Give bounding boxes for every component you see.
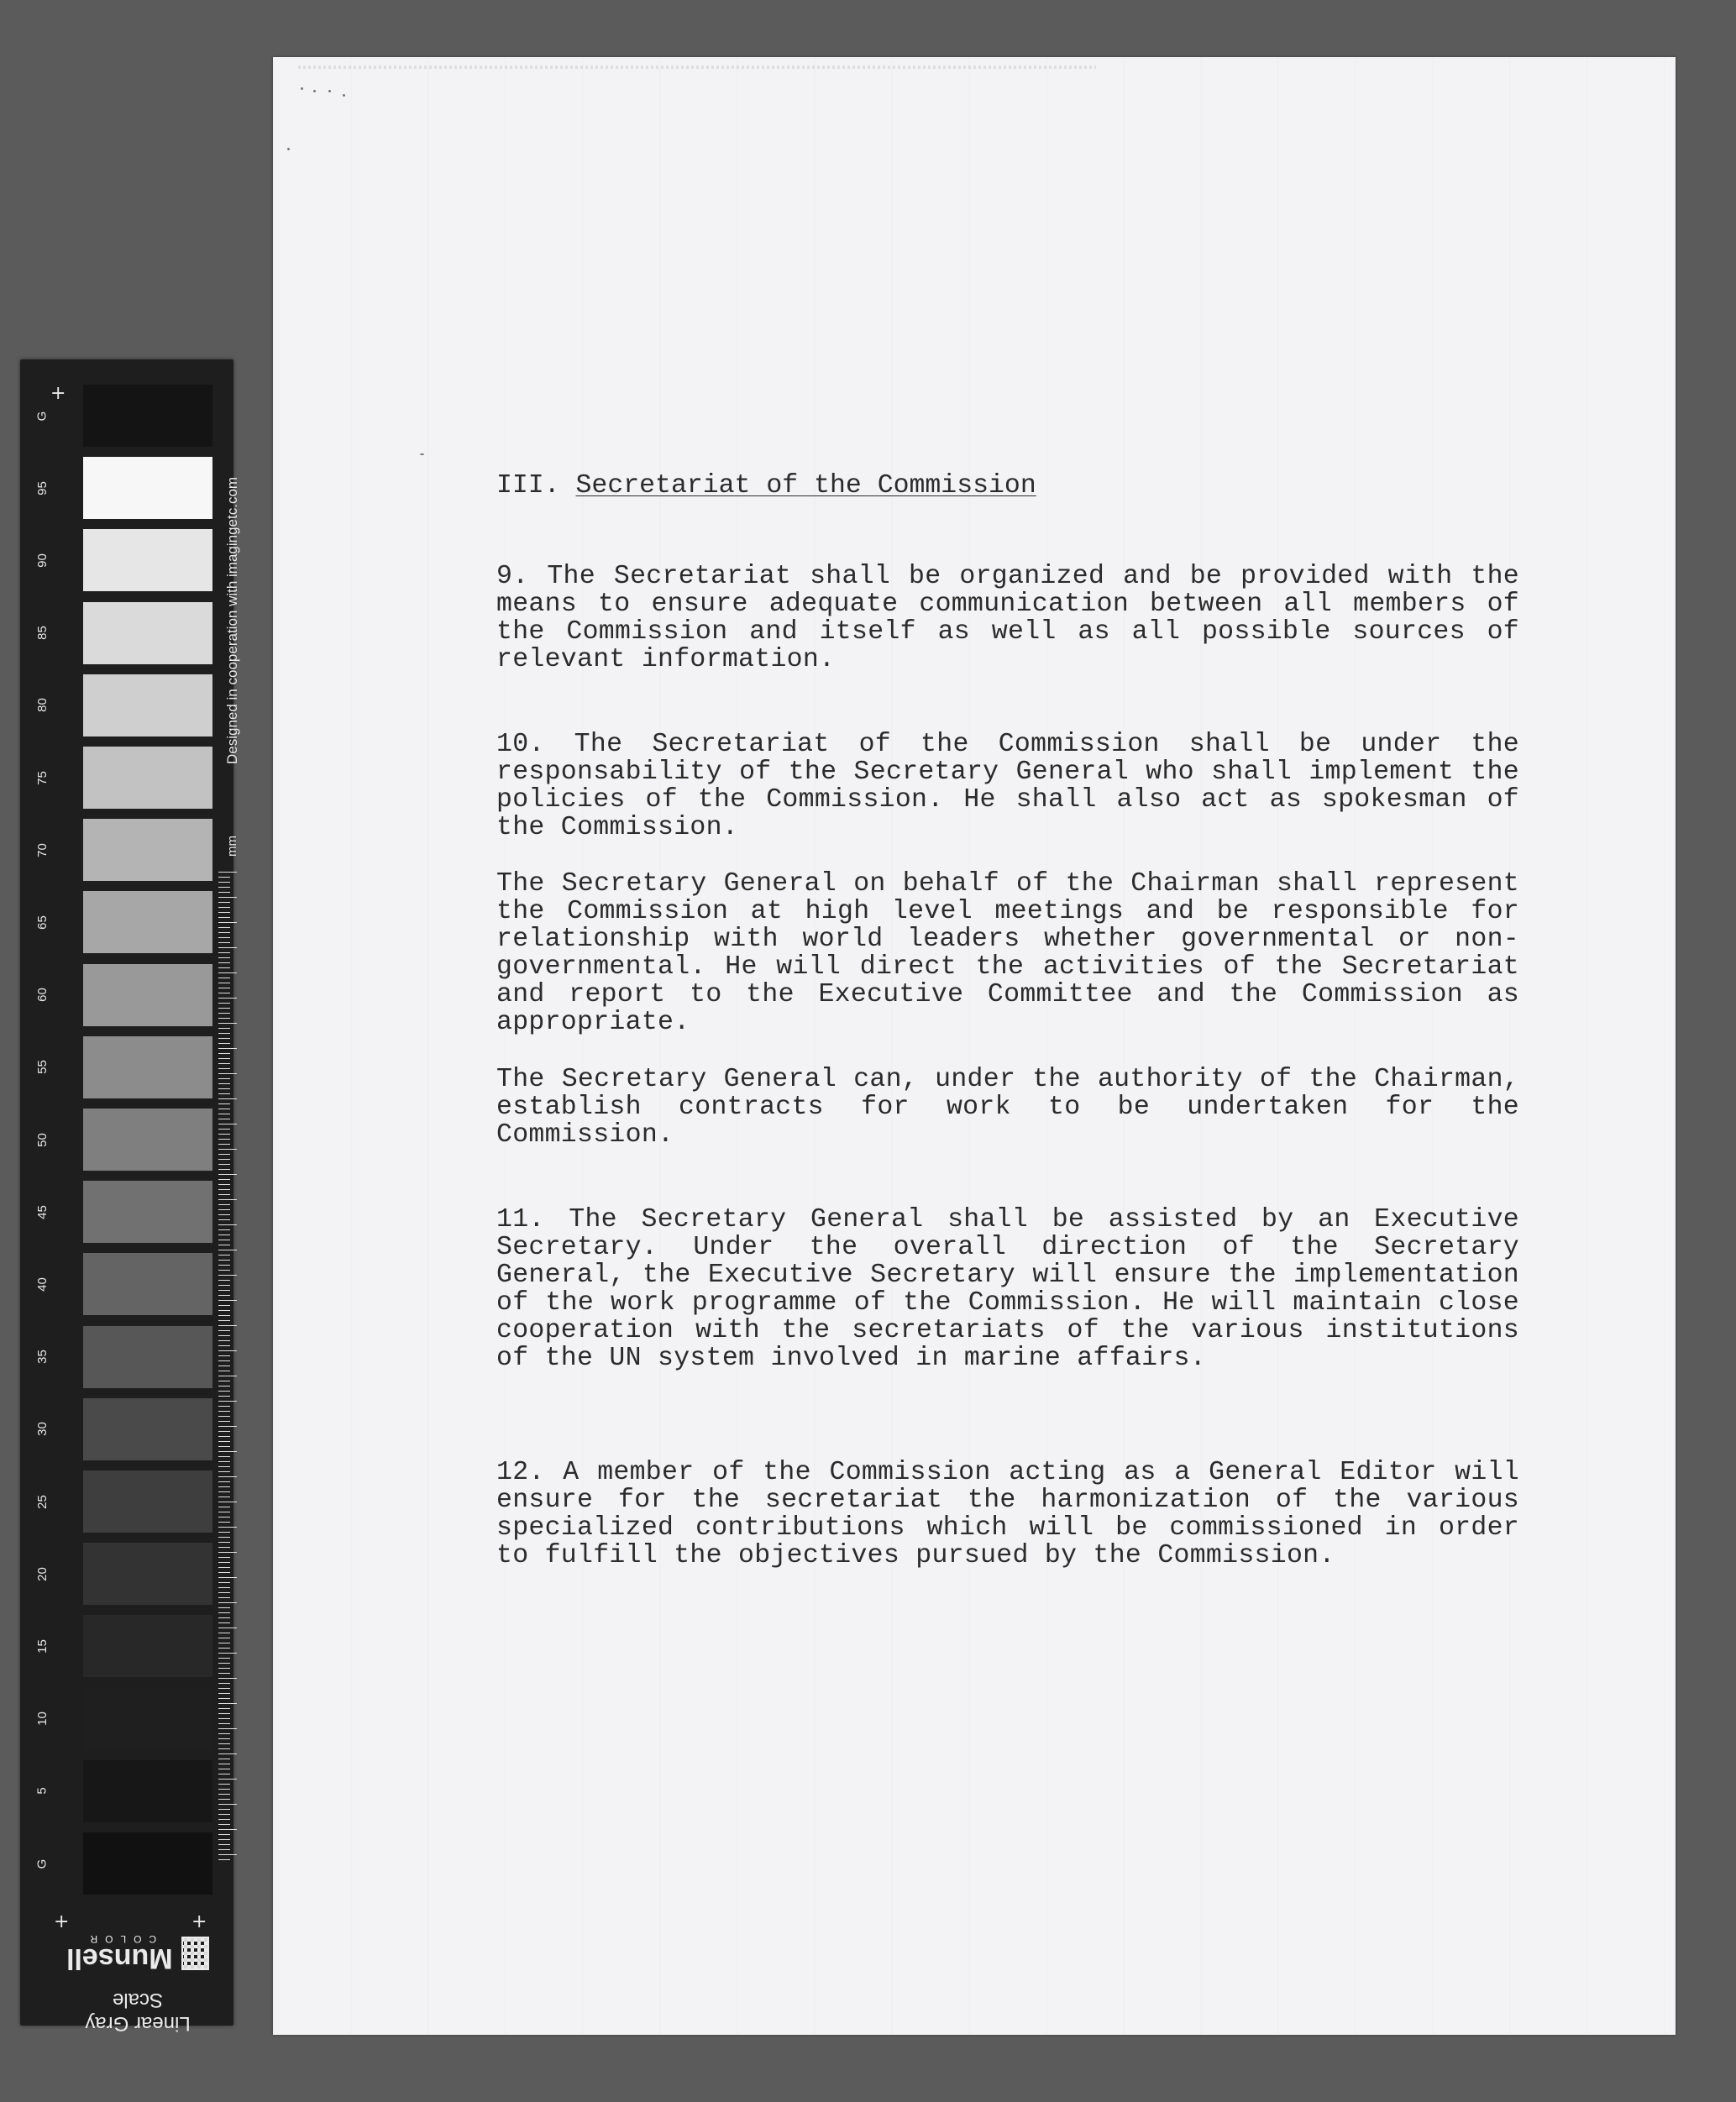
gray-swatch — [83, 1326, 212, 1388]
swatch-label-text: 60 — [34, 988, 50, 1002]
swatch-label — [25, 1470, 59, 1533]
gray-swatch — [83, 1832, 212, 1895]
swatch-label-text: 50 — [34, 1132, 50, 1147]
swatch-label-text: 15 — [34, 1639, 50, 1654]
swatch-label-text: G — [34, 411, 50, 421]
paper-speck — [328, 90, 331, 92]
gray-swatch — [83, 819, 212, 881]
paragraph-9: 9. The Secretariat shall be organized and be provided with the means to ensure adequate communication between all members of the Commission and itself as well as all possible sources of relevant information. — [496, 562, 1519, 674]
swatch-label — [25, 1398, 59, 1460]
registration-mark-icon: + — [54, 1911, 70, 1932]
gray-swatch — [83, 1615, 212, 1677]
swatch-label-text: 90 — [34, 553, 50, 568]
paper-top-edge — [298, 66, 1096, 69]
swatch-label-text: 95 — [34, 480, 50, 495]
brand-sub: COLOR — [82, 1933, 157, 1945]
swatch-label — [25, 1326, 59, 1388]
gray-swatch — [83, 1543, 212, 1605]
swatch-label — [25, 1253, 59, 1315]
brand-name: Munsell — [66, 1942, 173, 1974]
swatch-label-text: 5 — [34, 1787, 50, 1795]
swatch-label — [25, 674, 59, 736]
gray-swatch — [83, 891, 212, 953]
gray-swatch — [83, 747, 212, 809]
gray-swatch — [83, 385, 212, 447]
gray-scale-calibration-strip — [20, 359, 240, 2035]
gray-swatch — [83, 529, 212, 591]
paragraph-11: 11. The Secretary General shall be assisted by an Executive Secretary. Under the overall direction of the Secretary General, the Executive Secretary will ensure the implementation of the work programme of the Commission. He will maintain close cooperation with the secretariats of the various institutions of the UN system involved in marine affairs. — [496, 1205, 1519, 1373]
swatch-label — [25, 1832, 59, 1895]
section-heading — [496, 471, 1036, 501]
swatch-label-text: G — [34, 1858, 50, 1869]
swatch-label — [25, 1615, 59, 1677]
paragraph-10-cont-1: The Secretary General on behalf of the Chairman shall represent the Commission at high level meetings and be responsible for relationship with world leaders whether governmental or non-governmental. He will direct the activities of the Secretariat and report to the Executive Committee and the Commission as appropriate. — [496, 869, 1519, 1037]
swatch-label-text: 20 — [34, 1566, 50, 1581]
swatch-label-text: 55 — [34, 1060, 50, 1075]
gray-swatch — [83, 602, 212, 664]
paper-speck — [287, 148, 290, 150]
swatch-label — [25, 457, 59, 519]
munsell-logo-icon — [181, 1937, 209, 1970]
munsell-brand — [66, 1934, 209, 2035]
swatch-label-text: 70 — [34, 842, 50, 857]
gray-swatch — [83, 1760, 212, 1822]
swatch-label — [25, 891, 59, 953]
millimeter-ruler — [218, 872, 237, 1863]
swatch-label — [25, 1036, 59, 1098]
swatch-label-text: 80 — [34, 698, 50, 713]
gray-swatch — [83, 964, 212, 1026]
swatch-label — [25, 1688, 59, 1750]
swatch-label-text: 45 — [34, 1204, 50, 1219]
section-title: Secretariat of the Commission — [575, 471, 1036, 501]
swatch-label-text: 75 — [34, 770, 50, 785]
gray-swatch — [83, 1181, 212, 1243]
swatch-label-text: 65 — [34, 915, 50, 930]
gray-swatch — [83, 1398, 212, 1460]
ruler-unit-label: mm — [225, 836, 239, 857]
swatch-label — [25, 1760, 59, 1822]
gray-swatch — [83, 457, 212, 519]
section-number: III. — [496, 471, 560, 501]
paper-speck — [301, 87, 303, 90]
paragraph-12: 12. A member of the Commission acting as a General Editor will ensure for the secretariat the harmonization of the various specialized contributions which will be commissioned in order to fulfill the objectives pursued by the Commission. — [496, 1458, 1519, 1570]
gray-swatch — [83, 1470, 212, 1533]
swatch-label-text: 25 — [34, 1494, 50, 1509]
swatch-label — [25, 964, 59, 1026]
swatch-label — [25, 529, 59, 591]
swatch-label-text: 30 — [34, 1422, 50, 1437]
strip-credit: Designed in cooperation with imagingetc.com — [224, 476, 240, 764]
swatch-label — [25, 1181, 59, 1243]
gray-swatch — [83, 1688, 212, 1750]
paper-speck — [420, 453, 424, 455]
scale-name: Linear Gray Scale — [85, 1989, 191, 2035]
registration-mark-icon: + — [50, 383, 66, 404]
swatch-label — [25, 1543, 59, 1605]
swatch-label-text: 40 — [34, 1277, 50, 1292]
swatch-label-text: 10 — [34, 1711, 50, 1726]
gray-swatch — [83, 1253, 212, 1315]
swatch-label — [25, 819, 59, 881]
paragraph-10: 10. The Secretariat of the Commission shall be under the responsability of the Secretary General who shall implement the policies of the Commission. He shall also act as spokesman of the Commission. — [496, 730, 1519, 842]
paper-speck — [343, 94, 345, 97]
swatch-label — [25, 747, 59, 809]
paragraph-10-cont-2: The Secretary General can, under the authority of the Chairman, establish contracts for work to be undertaken for the Commission. — [496, 1065, 1519, 1150]
swatch-label-text: 85 — [34, 626, 50, 640]
gray-swatch — [83, 674, 212, 736]
document-page — [273, 57, 1676, 2035]
registration-mark-icon: + — [191, 1911, 207, 1932]
swatch-label — [25, 1109, 59, 1171]
gray-swatch — [83, 1036, 212, 1098]
swatch-label — [25, 385, 59, 447]
gray-swatch — [83, 1109, 212, 1171]
swatch-label — [25, 602, 59, 664]
swatch-label-text: 35 — [34, 1350, 50, 1364]
paper-speck — [313, 90, 316, 92]
